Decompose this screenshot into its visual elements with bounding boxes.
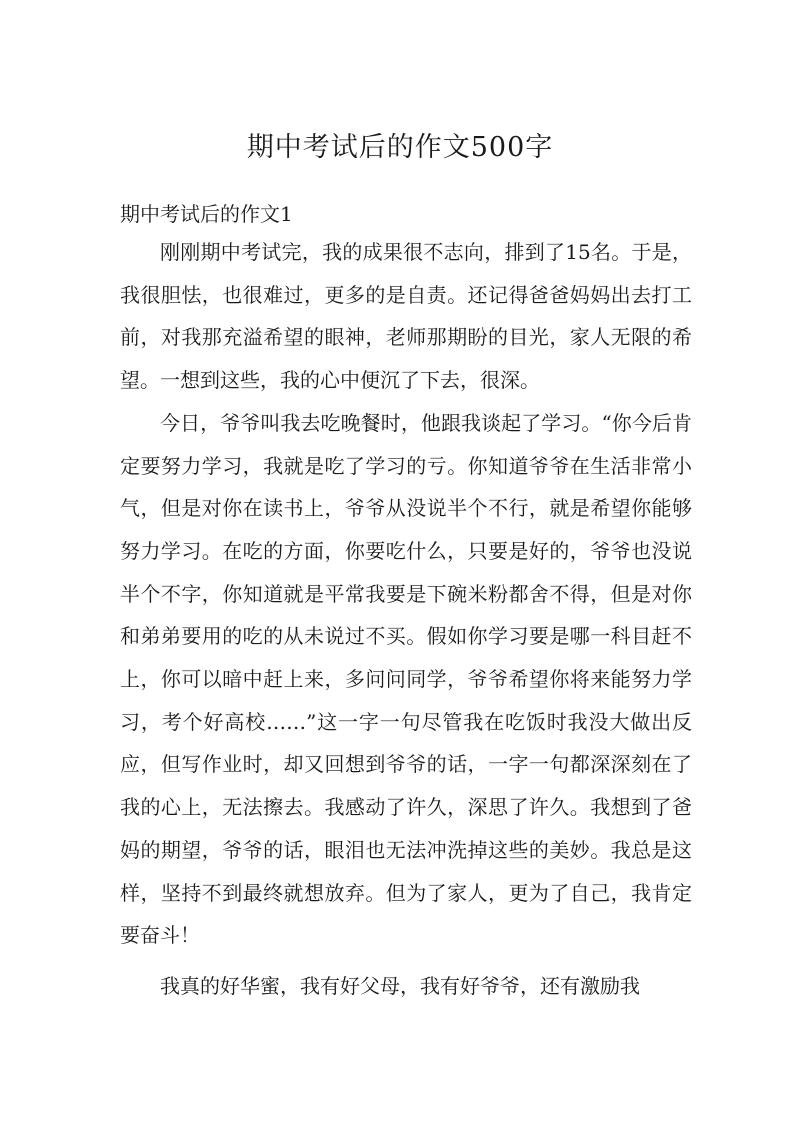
paragraph: 今日，爷爷叫我去吃晚餐时，他跟我谈起了学习。“你今后肯定要努力学习，我就是吃了学习的亏。你知道爷爷在生活非常小气，但是对你在读书上，爷爷从没说半个不行，就是希望你能够努力学习。在吃的方面，你要吃什么，只要是好的，爷爷也没说半个不字，你知道就是平常我要是下碗米粉都舍不得，但是对你和弟弟要用的吃的从未说过不买。假如你学习要是哪一科目赶不上，你可以暗中赶上来，多问问同学，爷爷希望你将来能努力学习，考个好高校……”这一字一句尽管我在吃饭时我没大做出反应，但写作业时，却又回想到爷爷的话，一字一句都深深刻在了我的心上，无法擦去。我感动了许久，深思了许久。我想到了爸妈的期望，爷爷的话，眼泪也无法冲洗掉这些的美妙。我总是这样，坚持不到最终就想放弃。但为了家人，更为了自己，我肯定要奋斗！ <box>120 410 692 948</box>
paragraph: 刚刚期中考试完，我的成果很不志向，排到了15名。于是，我很胆怯，也很难过，更多的是自责。还记得爸爸妈妈出去打工前，对我那充溢希望的眼神，老师那期盼的目光，家人无限的希望。一想到这些，我的心中便沉了下去，很深。 <box>120 240 692 393</box>
document-title: 期中考试后的作文500字 <box>246 132 554 163</box>
document-body <box>120 231 692 1008</box>
section-heading: 期中考试后的作文1 <box>120 202 293 226</box>
paragraph: 我真的好华蜜，我有好父母，我有好爷爷，还有激励我 <box>160 973 640 998</box>
